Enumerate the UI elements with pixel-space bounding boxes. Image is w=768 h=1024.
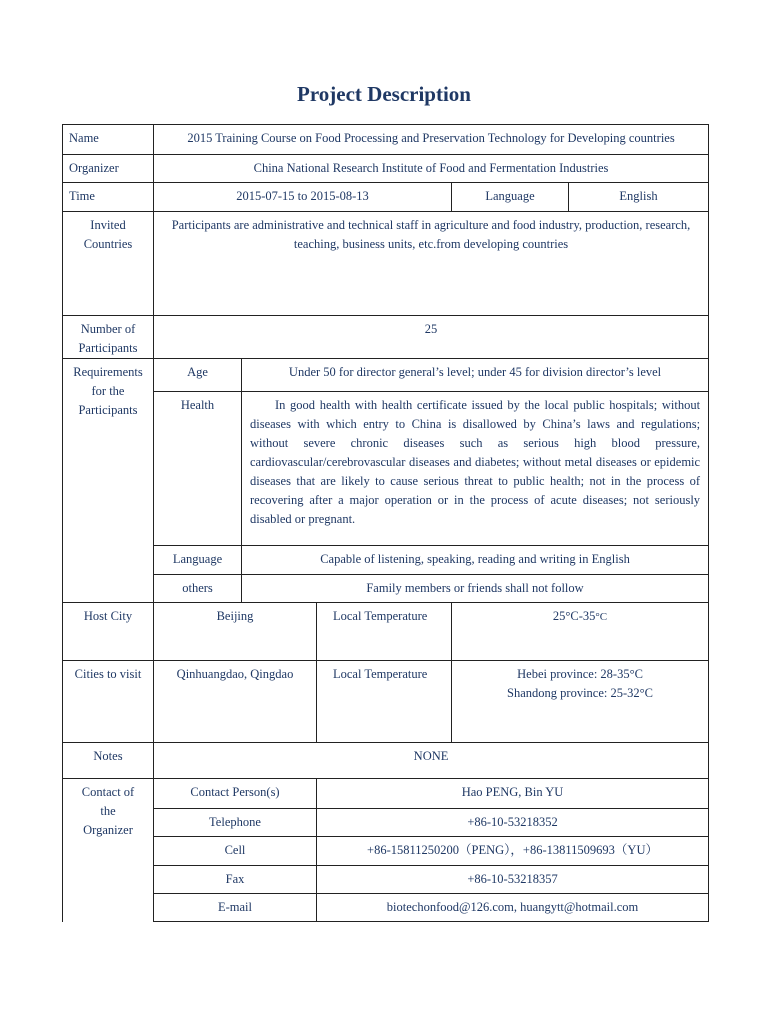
fax-label: Fax [154, 866, 317, 894]
invited-label-line1: Invited [90, 218, 126, 232]
row-time [63, 183, 709, 212]
requirements-label [63, 359, 154, 603]
time-language-label: Language [452, 183, 569, 212]
project-table [62, 124, 709, 922]
contact-label-line2: the [100, 804, 116, 818]
language-value: Capable of listening, speaking, reading and writing in English [242, 546, 709, 575]
health-cell [242, 392, 709, 546]
host-temp-value [452, 603, 709, 661]
contact-label-line3: Organizer [83, 823, 133, 837]
organizer-value: China National Research Institute of Food and Fermentation Industries [154, 155, 709, 183]
cities-visit-value: Qinhuangdao, Qingdao [154, 661, 317, 743]
row-others [63, 575, 709, 603]
others-label: others [154, 575, 242, 603]
participants-label-line2: Participants [78, 341, 138, 355]
time-label: Time [63, 183, 154, 212]
age-label: Age [154, 359, 242, 392]
cities-visit-label: Cities to visit [63, 661, 154, 743]
host-city-value: Beijing [154, 603, 317, 661]
row-cell [63, 837, 709, 866]
cities-temp-value [452, 661, 709, 743]
requirements-label-line2: for the [91, 384, 125, 398]
row-health [63, 392, 709, 546]
row-host-city [63, 603, 709, 661]
host-temp-unit: °C [595, 611, 608, 623]
host-city-label: Host City [63, 603, 154, 661]
requirements-label-line1: Requirements [73, 365, 143, 379]
cell-value: +86-15811250200（PENG），+86-13811509693（YU） [317, 837, 709, 866]
health-value: In good health with health certificate issued by the local public hospitals; without diseases with which entry to China is disallowed by China’s laws and regulations; without severe chronic diseases such as serious high blood pressure, cardiovascular/cerebrovascular diseases and diabetes; without metal diseases or epidemic diseases that are likely to cause serious threat to public health; not in the process of recovering after a major operation or in the process of acute diseases; not seriously disabled or pregnant. [250, 398, 701, 526]
time-value: 2015-07-15 to 2015-08-13 [154, 183, 452, 212]
name-value: 2015 Training Course on Food Processing and Preservation Technology for Developing countries [154, 125, 709, 155]
cities-temp-line1: Hebei province: 28-35°C [517, 667, 643, 681]
row-email [63, 894, 709, 922]
contact-label-line1: Contact of [81, 785, 135, 799]
invited-value: Participants are administrative and technical staff in agriculture and food industry, production, research, teaching, business units, etc.from developing countries [154, 212, 709, 316]
row-organizer [63, 155, 709, 183]
email-value: biotechonfood@126.com, huangytt@hotmail.com [317, 894, 709, 922]
page-title: Project Description [297, 82, 471, 106]
row-invited [63, 212, 709, 316]
row-telephone [63, 809, 709, 837]
contact-person-value: Hao PENG, Bin YU [317, 779, 709, 809]
cities-temp-line2: Shandong province: 25-32°C [507, 686, 654, 700]
row-language [63, 546, 709, 575]
organizer-label: Organizer [63, 155, 154, 183]
invited-label-line2: Countries [83, 237, 133, 251]
row-cities-visit [63, 661, 709, 743]
notes-label: Notes [63, 743, 154, 779]
telephone-label: Telephone [154, 809, 317, 837]
row-age [63, 359, 709, 392]
contact-person-label: Contact Person(s) [154, 779, 317, 809]
invited-label [63, 212, 154, 316]
cell-label: Cell [154, 837, 317, 866]
notes-value: NONE [154, 743, 709, 779]
participants-label [63, 316, 154, 359]
health-label: Health [154, 392, 242, 546]
participants-value: 25 [154, 316, 709, 359]
time-language-value: English [569, 183, 709, 212]
host-temp-label: Local Temperature [317, 603, 452, 661]
others-value: Family members or friends shall not follow [242, 575, 709, 603]
participants-label-line1: Number of [80, 322, 136, 336]
host-temp-main: 25°C-35 [552, 609, 596, 623]
contact-label [63, 779, 154, 922]
telephone-value: +86-10-53218352 [317, 809, 709, 837]
row-name [63, 125, 709, 155]
age-value: Under 50 for director general’s level; under 45 for division director’s level [242, 359, 709, 392]
fax-value: +86-10-53218357 [317, 866, 709, 894]
row-participants [63, 316, 709, 359]
row-fax [63, 866, 709, 894]
requirements-label-line3: Participants [78, 403, 138, 417]
row-contact-person [63, 779, 709, 809]
name-label: Name [63, 125, 154, 155]
cities-temp-label: Local Temperature [317, 661, 452, 743]
row-notes [63, 743, 709, 779]
language-label: Language [154, 546, 242, 575]
email-label: E-mail [154, 894, 317, 922]
